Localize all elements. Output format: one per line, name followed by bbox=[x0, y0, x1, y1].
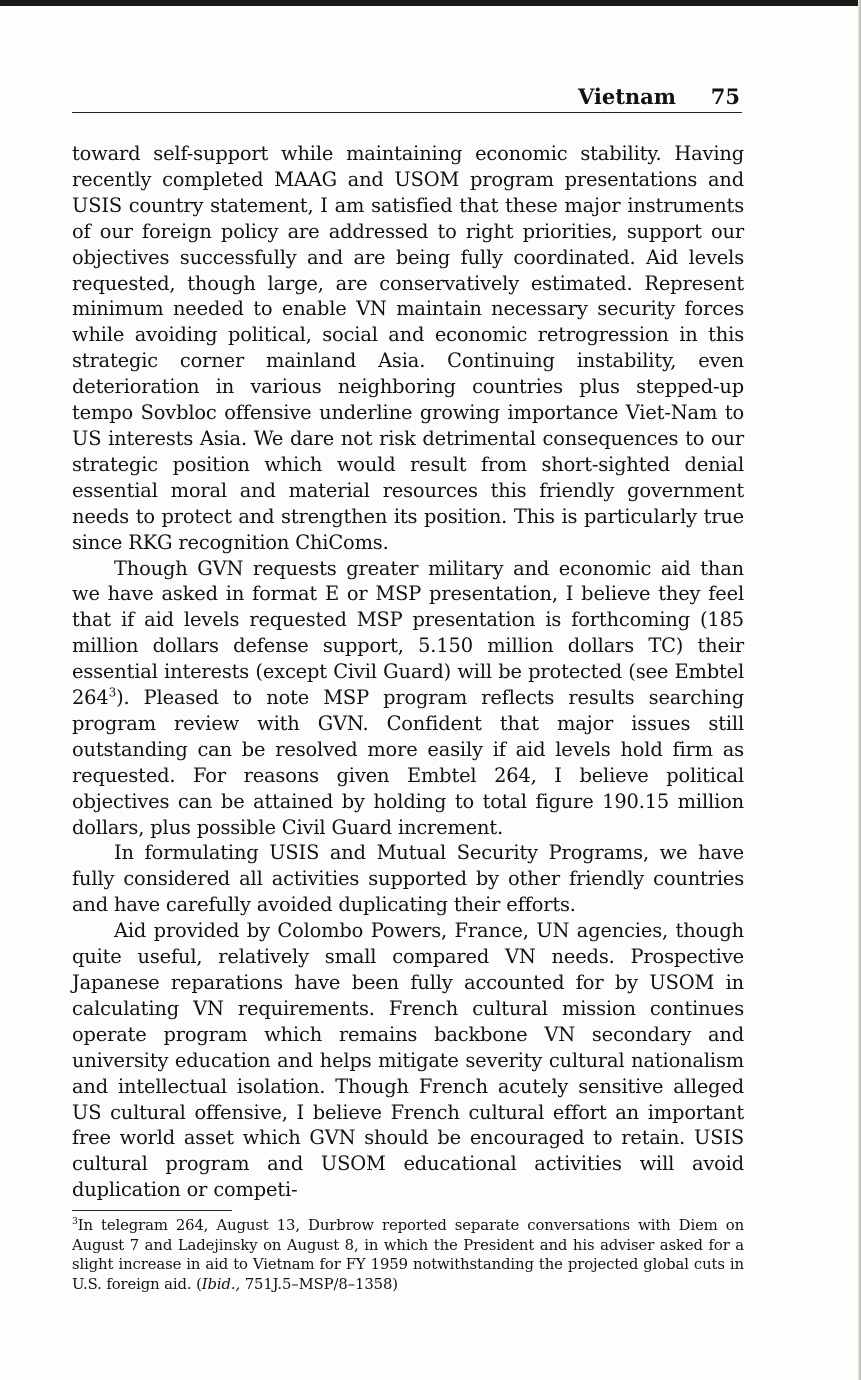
footnote-reference: 3 bbox=[108, 685, 117, 700]
paragraph-1: toward self-support while maintaining economic stability. Having recently completed MAAG and USOM program presentations and USIS country statement, I am satisfied that these major instruments of our foreign policy are addressed to right priorities, support our objectives successfully and are being fully coordinated. Aid levels requested, though large, are conservatively estimated. Represent minimum needed to enable VN maintain necessary security forces while avoiding political, social and economic retrogression in this strategic corner mainland Asia. Continuing instability, even deterioration in various neighboring countries plus stepped-up tempo Sovbloc offensive underline growing importance Viet-Nam to US interests Asia. We dare not risk detrimental consequences to our strategic position which would result from short-sighted denial essential moral and material resources this friendly government needs to protect and strengthen its position. This is particularly true since RKG recognition ChiComs. bbox=[72, 142, 744, 554]
running-header bbox=[72, 84, 742, 113]
body-text bbox=[72, 141, 744, 1203]
paragraph-4: Aid provided by Colombo Powers, France, UN agencies, though quite useful, relatively small compared VN needs. Prospective Japanese reparations have been fully accounted for by USOM in calculating VN requirements. French cultural mission continues operate program which remains backbone VN secondary and university education and helps mitigate severity cultural nationalism and intellectual isolation. Though French acutely sensitive alleged US cultural offensive, I believe French cultural effort an important free world asset which GVN should be encouraged to retain. USIS cultural program and USOM educational activities will avoid duplication or competi- bbox=[72, 919, 744, 1202]
paragraph-2 bbox=[72, 556, 744, 841]
footnote bbox=[72, 1216, 744, 1294]
running-title: Vietnam bbox=[577, 84, 676, 109]
page-number: 75 bbox=[710, 84, 740, 109]
footnote-citation: 751J.5–MSP/8–1358) bbox=[240, 1275, 398, 1293]
footnote-divider bbox=[72, 1210, 232, 1211]
footnote-ibid: Ibid., bbox=[201, 1275, 241, 1293]
page-top-edge bbox=[0, 0, 861, 6]
paragraph-3: In formulating USIS and Mutual Security Programs, we have fully considered all activities supported by other friendly countries and have carefully avoided duplicating their efforts. bbox=[72, 841, 744, 917]
paragraph-2-text-a: Though GVN requests greater military and economic aid than we have asked in format E or MSP presentation, I believe they feel that if aid levels requested MSP presentation is forthcoming (185 million dollars defense support, 5.150 million dollars TC) their essential interests (except Civil Guard) will be protected (see Embtel 264 bbox=[72, 556, 744, 710]
footnote-text: In telegram 264, August 13, Durbrow reported separate conversations with Diem on August 7 and Ladejinsky on August 8, in which the President and his adviser asked for a slight increase in aid to Vietnam for FY 1959 notwithstanding the projected global cuts in U.S. foreign aid. ( bbox=[72, 1217, 744, 1293]
footnote-number: 3 bbox=[72, 1216, 78, 1228]
paragraph-2-text-b: ). Pleased to note MSP program reflects results searching program review with GVN. Confident that major issues still outstanding can be resolved more easily if aid levels hold firm as requested. For reasons given Embtel 264, I believe political objectives can be attained by holding to total figure 190.15 million dollars, plus possible Civil Guard increment. bbox=[72, 686, 744, 839]
